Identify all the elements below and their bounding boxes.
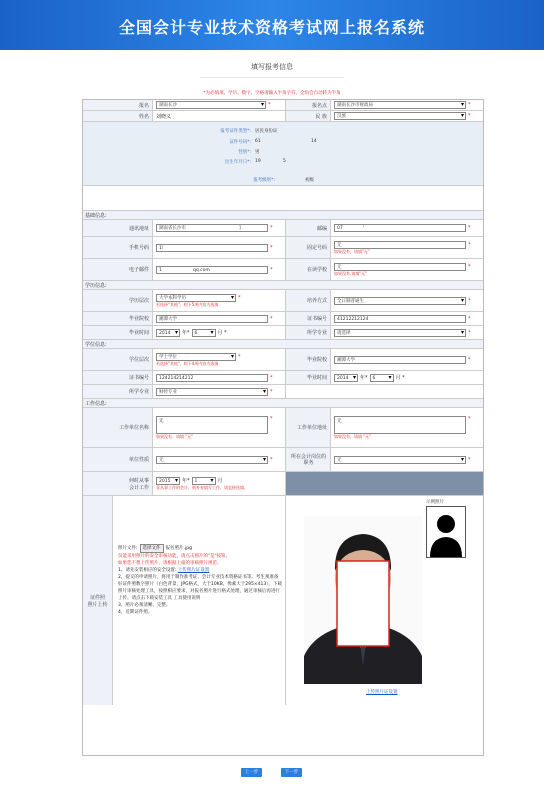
- row-degree-cert: [83, 371, 483, 385]
- section-work: 工作信息:: [83, 399, 483, 408]
- row-edu-grad: [83, 326, 483, 340]
- edu-level-cell: 大学本科学历 ▾ * 若选择"其他"，则下5项内容为选填: [153, 290, 286, 311]
- form-subtitle: 填写报考信息: [251, 63, 293, 71]
- address-tail: ]: [239, 226, 241, 231]
- ethnic-label: 民 族: [286, 111, 331, 121]
- photo-warn-1: 仅能采用照片的安全审核功能，请点击图片的"是"按钮。: [118, 554, 231, 559]
- section-degree: 学位信息:: [83, 340, 483, 349]
- company-label: 工作单位名称: [83, 408, 153, 447]
- degree-year-unit: 年*: [360, 375, 368, 381]
- row-degree-level: [83, 349, 483, 371]
- postal-input[interactable]: [334, 224, 466, 232]
- photo-preview-area: [286, 496, 483, 705]
- degree-major-select[interactable]: 财经专业 ▾: [156, 388, 268, 396]
- step4-text: 4、近期证件照。: [118, 610, 153, 615]
- nature-select[interactable]: 无 ▾: [156, 456, 268, 464]
- region-select[interactable]: 湖南长沙 ▾: [156, 101, 266, 109]
- next-button[interactable]: 下一步: [281, 768, 302, 777]
- exam-point-label: 报名点: [286, 100, 331, 110]
- row-photo-upload: [83, 496, 483, 705]
- edu-major-label: 所学专业: [286, 326, 331, 339]
- level-value: 初级: [305, 178, 314, 183]
- name-label: 姓名: [83, 111, 153, 121]
- uploaded-photo: [304, 516, 422, 684]
- row-edu-level: [83, 290, 483, 312]
- edu-month-unit: 月 *: [217, 330, 227, 336]
- edu-grad-cell: [153, 326, 286, 339]
- nature-label: 单位性质: [83, 448, 153, 471]
- email-input[interactable]: [156, 266, 268, 274]
- address-label: 通讯地址: [83, 220, 153, 236]
- row-name: [83, 111, 483, 122]
- photo-label-line2: 照片上传: [87, 601, 108, 608]
- start-month-unit: 月: [217, 478, 223, 484]
- step1-text: 1、请先安装相应的安全设置:: [118, 568, 178, 573]
- edu-major-select[interactable]: 请选择 ▾: [334, 329, 466, 337]
- landline-input[interactable]: 无: [334, 241, 466, 249]
- choose-file-button[interactable]: 选择文件: [140, 544, 164, 553]
- email-tail: qq.com: [193, 267, 210, 273]
- file-label: 照片文件:: [118, 546, 138, 551]
- degree-month-select[interactable]: 6 ▾: [370, 374, 394, 382]
- degree-level-hint: 若选择"其他"，则下4项内容为选填: [156, 360, 219, 366]
- start-hint: 非从事工作的会计，则补充填写工作，请直接选填。: [156, 484, 248, 490]
- identity-info-block: [83, 122, 483, 186]
- phone-input[interactable]: 1!: [156, 244, 268, 252]
- edu-grad-year-select[interactable]: 2014 ▾: [156, 329, 180, 337]
- edu-grad-label: 毕业时间: [83, 326, 153, 339]
- degree-empty-cell: [286, 385, 483, 398]
- email-cell: 1 qq.com *: [153, 259, 286, 280]
- degree-time-cell: [331, 371, 483, 384]
- row-work-company: [83, 408, 483, 448]
- photo-warn-2: 如果您不想上传照片，请根据上面的审核照片规范。: [118, 561, 222, 566]
- subtitle-divider: [200, 77, 344, 78]
- study-select[interactable]: 全日制普通生 ▾: [334, 297, 466, 305]
- phone-label: 手机号码: [83, 237, 153, 258]
- sample-photo-icon: [426, 506, 466, 558]
- row-degree-major: [83, 385, 483, 399]
- section-education: 学历信息:: [83, 281, 483, 290]
- study-cell: 全日制普通生 ▾ *: [331, 290, 483, 311]
- start-label: [83, 472, 153, 495]
- file-name: 报名照片.jpg: [165, 546, 192, 551]
- ethnic-cell: 汉族 ▾ *: [331, 111, 483, 121]
- row-work-nature: [83, 448, 483, 472]
- start-label-line1: 何时从事: [128, 477, 149, 484]
- degree-time-label: 毕业时间: [286, 371, 331, 384]
- landline-label: 固定号码: [286, 237, 331, 258]
- photo-label-line1: 证件照: [89, 594, 105, 601]
- degree-year-select[interactable]: 2014 ▾: [334, 374, 358, 382]
- step1-link[interactable]: 上传照片证设置: [177, 568, 210, 573]
- row-edu-school: [83, 312, 483, 326]
- postal-value: 07: [337, 226, 343, 231]
- id-no-value: 61: [255, 139, 261, 144]
- email-value: 1: [159, 267, 162, 273]
- landline-cell: 无 * 如果没有，请填"无": [331, 237, 483, 258]
- edu-cert-label: 证书编号: [286, 312, 331, 325]
- edu-major-cell: 请选择 ▾ *: [331, 326, 483, 339]
- address-cell: 湖南省长沙市 ] *: [153, 220, 286, 236]
- level-label: 报考级别*:: [253, 178, 275, 183]
- exam-point-select[interactable]: 湖南长沙市财政局 ▾: [334, 101, 466, 109]
- row-region: [83, 100, 483, 111]
- edu-level-select[interactable]: 大学本科学历 ▾: [156, 294, 236, 302]
- edu-cert-input[interactable]: 41212212124: [334, 315, 466, 323]
- degree-school-label: 毕业院校: [286, 349, 331, 370]
- gender-value: 男: [255, 150, 260, 155]
- info-spacer: [83, 186, 483, 211]
- edu-school-label: 毕业院校: [83, 312, 153, 325]
- landline-hint: 如果没有，请填"无": [334, 248, 370, 254]
- school-cell: 无 * 如果没有,请填"无": [331, 259, 483, 280]
- email-label: 电子邮件: [83, 259, 153, 280]
- row-work-start: [83, 472, 483, 496]
- step3-text: 3、照片必须清晰、完整。: [118, 603, 171, 608]
- work-address-label: 工作单位地址: [286, 408, 331, 447]
- id-type-value: 居民身份证: [255, 129, 278, 134]
- edu-level-hint: 若选择"其他"，则下5项内容为选填: [156, 301, 219, 307]
- degree-cert-label: 证书编号: [83, 371, 153, 384]
- gender-label: 性别*:: [238, 150, 251, 155]
- region-cell: 湖南长沙 ▾ *: [153, 100, 286, 110]
- edu-school-cell: 湘潭大学 *: [153, 312, 286, 325]
- registration-form: [82, 99, 484, 756]
- sample-label: 示例照片: [426, 500, 444, 505]
- id-type-label: 报考证件类型*:: [220, 129, 251, 134]
- start-year-select[interactable]: 2015 ▾: [156, 477, 180, 485]
- degree-month-unit: 月 *: [395, 375, 405, 381]
- upload-settings-link[interactable]: 上传照片证设置: [366, 690, 398, 695]
- edu-cert-cell: 41212212124 *: [331, 312, 483, 325]
- degree-school-cell: 湘潭大学 *: [331, 349, 483, 370]
- start-year-unit: 年*: [182, 478, 190, 484]
- degree-level-select[interactable]: 学士学位 ▾: [156, 353, 236, 361]
- address-input[interactable]: [156, 224, 268, 232]
- id-no-tail: 14: [311, 139, 317, 144]
- school-hint: 如果没有,请填"无": [334, 270, 367, 276]
- name-value: 刘晓义: [156, 113, 172, 120]
- name-cell: [153, 111, 286, 121]
- work-empty-cell: [286, 472, 483, 495]
- exam-point-cell: 湖南长沙市财政局 ▾ *: [331, 100, 483, 110]
- ethnic-select[interactable]: 汉族 ▾: [334, 112, 466, 120]
- study-label: 培养方式: [286, 290, 331, 311]
- work-address-cell: 无 * 如果没有，请填 "无": [331, 408, 483, 447]
- school-label: 在读学校: [286, 259, 331, 280]
- step2-text: 2、提交的申请照片，将用于制作准考证、会计专业技术资格证书等。考生须准备好证件照数字照片（白色背景，JPG格式，大于10KB，像素大于295×413），下载照片审核处理工具，按照相应要求，对报名照片进行格式处理，通过审核后再进行上传。请点击下载安装工具 工具使用说明: [118, 575, 282, 601]
- degree-major-cell: 财经专业 ▾ *: [153, 385, 286, 398]
- region-label: 报名: [83, 100, 153, 110]
- degree-school-input[interactable]: 湘潭大学: [334, 356, 466, 364]
- edu-year-unit: 年*: [182, 330, 190, 336]
- prev-button[interactable]: 上一步: [241, 768, 262, 777]
- post-select[interactable]: 无 ▾: [334, 456, 466, 464]
- degree-cert-input[interactable]: 124214214212: [156, 374, 268, 382]
- company-hint: 如果没有，请填 "无": [156, 433, 193, 439]
- birth-label: 出生年月日*:: [224, 160, 251, 165]
- edu-school-input[interactable]: 湘潭大学: [156, 315, 268, 323]
- degree-level-cell: 学士学位 ▾ * 若选择"其他"，则下4项内容为选填: [153, 349, 286, 370]
- row-email: [83, 259, 483, 281]
- work-address-hint: 如果没有，请填 "无": [334, 433, 371, 439]
- start-cell: [153, 472, 286, 495]
- birth-value: 19: [255, 159, 261, 164]
- phone-cell: 1! *: [153, 237, 286, 258]
- row-address: [83, 220, 483, 237]
- edu-grad-month-select[interactable]: 6 ▾: [192, 329, 216, 337]
- start-label-line2: 会计工作: [128, 484, 149, 491]
- birth-tail: 5: [283, 159, 286, 164]
- address-value: 湖南省长沙市: [159, 226, 186, 231]
- work-address-textarea[interactable]: 无: [334, 416, 466, 434]
- degree-cert-cell: 124214214212 *: [153, 371, 286, 384]
- company-textarea[interactable]: 无: [156, 416, 268, 434]
- section-contact: 基础信息:: [83, 211, 483, 220]
- post-cell: 无 ▾ *: [331, 448, 483, 471]
- id-no-label: 证件号码*:: [229, 140, 251, 145]
- nature-cell: 无 ▾ *: [153, 448, 286, 471]
- row-phone: [83, 237, 483, 259]
- postal-label: 邮编: [286, 220, 331, 236]
- photo-label: [83, 496, 113, 705]
- post-label: 所在会计岗位的职务: [286, 448, 331, 471]
- degree-major-label: 所学专业: [83, 385, 153, 398]
- postal-tail: ': [363, 226, 365, 231]
- school-input[interactable]: 无: [334, 263, 466, 271]
- postal-cell: 07 ' *: [331, 220, 483, 236]
- required-notice: *为必填项。学历、数字、空格请输入半角字符。全角会自动转为半角: [203, 91, 341, 96]
- edu-level-label: 学历层次: [83, 290, 153, 311]
- degree-level-label: 学位层次: [83, 349, 153, 370]
- header-banner: [0, 0, 544, 50]
- page-title: 全国会计专业技术资格考试网上报名系统: [118, 18, 425, 37]
- photo-instructions: [113, 496, 286, 705]
- company-cell: 无 * 如果没有，请填 "无": [153, 408, 286, 447]
- start-month-select[interactable]: 1 ▾: [192, 477, 216, 485]
